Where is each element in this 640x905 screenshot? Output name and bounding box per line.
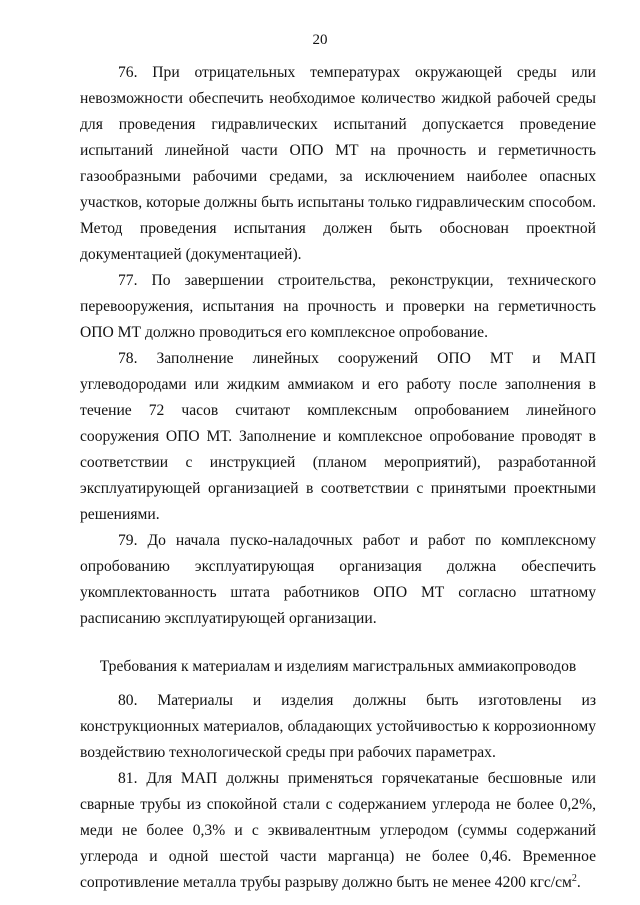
superscript-unit: 2 [571,873,577,884]
paragraph-81 [80,766,596,896]
paragraph-76: 76. При отрицательных температурах окружающей среды или невозможности обеспечить необходимое количество жидкой рабочей среды для проведения гидравлических испытаний допускается проведение испытаний линейной части ОПО МТ на прочность и герметичность газообразными рабочими средами, за исключением наиболее опасных участков, которые должны быть испытаны только гидравлическим способом. Метод проведения испытания должен быть обоснован проектной документацией (документацией). [80,64,596,263]
paragraph-78: 78. Заполнение линейных сооружений ОПО МТ и МАП углеводородами или жидким аммиаком и его работу после заполнения в течение 72 часов считают комплексным опробованием линейного сооружения ОПО МТ. Заполнение и комплексное опробование проводят в соответствии с инструкцией (планом мероприятий), разработанной эксплуатирующей организацией в соответствии с принятыми проектными решениями. [80,350,596,523]
paragraph-81-text: 81. Для МАП должны применяться горячекатаные бесшовные или сварные трубы из спокойной стали с содержанием углерода не более 0,2%, меди не более 0,3% и с эквивалентным углеродом (суммы содержаний углерода и одной шестой части марганца) не более 0,46. Временное сопротивление металла трубы разрыву должно быть не менее 4200 кгс/см [80,770,596,891]
section-heading: Требования к материалам и изделиям магистральных аммиакопроводов [99,658,577,675]
paragraph-81-end: . [576,874,581,891]
page-number: 20 [312,32,328,48]
document-body [80,60,596,896]
paragraph-77: 77. По завершении строительства, реконструкции, технического перевооружения, испытания на прочность и проверки на герметичность ОПО МТ должно проводиться его комплексное опробование. [80,272,596,341]
paragraph-80: 80. Материалы и изделия должны быть изготовлены из конструкционных материалов, обладающих устойчивостью к коррозионному воздействию технологической среды при рабочих параметрах. [80,692,596,761]
paragraph-79: 79. До начала пуско-наладочных работ и работ по комплексному опробованию эксплуатирующая организация должна обеспечить укомплектованность штата работников ОПО МТ согласно штатному расписанию эксплуатирующей организации. [80,532,596,627]
